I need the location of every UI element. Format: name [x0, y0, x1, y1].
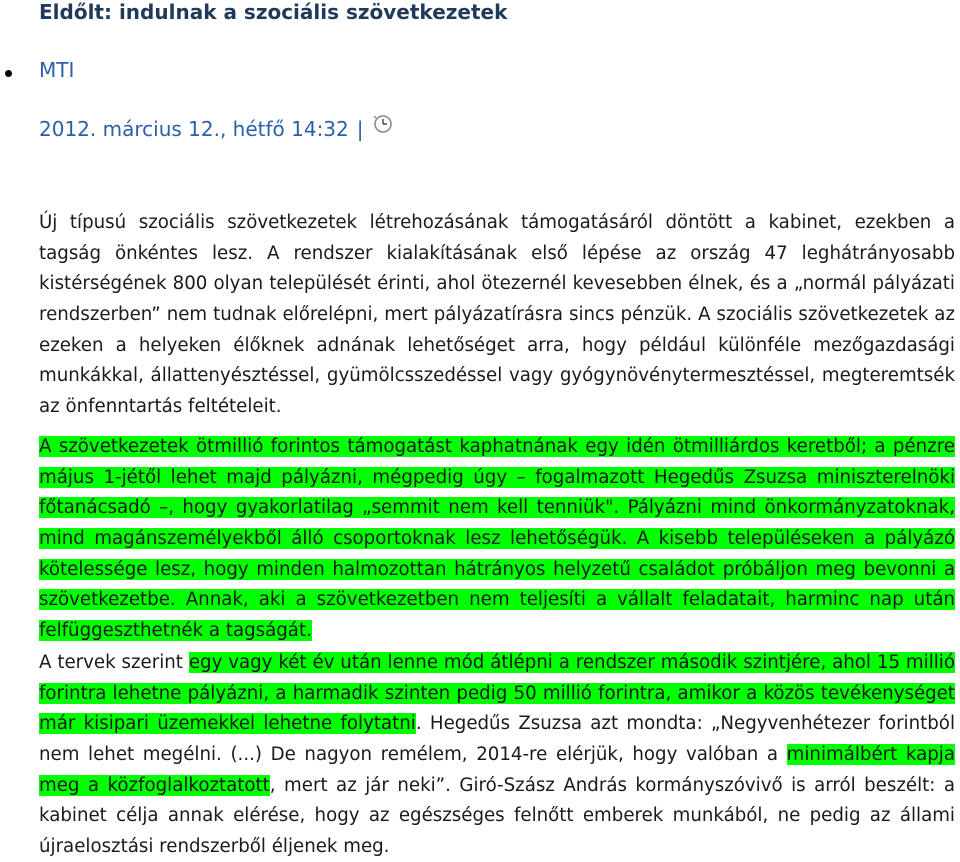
paragraph-3-text: . Hegedűs Zsuzsa azt mondta: „Negyvenhétezer forintból nem lehet megélni. (...) De nagyon remélem, 2014-re elérjük, hogy valóban a: [39, 713, 955, 765]
meta-separator: |: [356, 117, 364, 141]
paragraph-3-text: A tervek szerint: [39, 652, 189, 674]
publish-date: 2012. március 12., hétfő 14:32: [39, 117, 349, 141]
clock-icon: [372, 113, 394, 135]
highlighted-text: egy vagy két év után lenne mód átlépni a rendszer második szintjére, ahol 15 millió forintra lehetne pályázni, a harmadik szinten pedig 50 millió forintra, amikor a közös tevékenységet már kisipari üzemekkel lehetne folytatni: [39, 652, 955, 735]
list-bullet: [5, 70, 12, 77]
paragraph-3-text: , mert az jár neki”. Giró-Szász András kormányszóvivő is arról beszélt: a kabinet célja annak elérése, hogy az egészséges felnőtt emberek munkából, ne pedig az állami újraelosztási rendszerből éljenek meg.: [39, 774, 955, 857]
highlighted-text: A szövetkezetek ötmillió forintos támogatást kaphatnának egy idén ötmilliárdos keretből; a pénzre május 1-jétől lehet majd pályázni, mégpedig úgy – fogalmazott Hegedűs Zsuzsa miniszterelnöki főtanácsadó –, hogy gyakorlatilag „semmit nem kell tenniük". Pályázni mind önkormányzatoknak, mind magánszemélyekből álló csoportoknak lesz lehetőségük. A kisebb településeken a pályázó kötelessége lesz, hogy minden halmozottan hátrányos helyzetű családot próbáljon meg bevonni a szövetkezetbe. Annak, aki a szövetkezetben nem teljesíti a vállalt feladatait, harminc nap után felfüggeszthetnék a tagságát.: [39, 436, 955, 641]
source-link[interactable]: MTI: [39, 58, 75, 82]
article-title: Eldőlt: indulnak a szociális szövetkezetek: [39, 0, 508, 24]
paragraph-2: [39, 432, 955, 646]
article-meta: [39, 117, 394, 141]
highlighted-text: minimálbért kapja meg a közfoglalkoztatott: [39, 743, 955, 796]
paragraph-1: Új típusú szociális szövetkezetek létrehozásának támogatásáról döntött a kabinet, ezekben a tagság önkéntes lesz. A rendszer kialakításának első lépése az ország 47 leghátrányosabb kistérségének 800 olyan települését érinti, ahol ötezernél kevesebben élnek, és a „normál pályázati rendszerben” nem tudnak előrelépni, mert pályázatírásra sincs pénzük. A szociális szövetkezetek az ezeken a helyeken élőknek adnának lehetőséget arra, hogy például különféle mezőgazdasági munkákkal, állattenyésztéssel, gyümölcsszedéssel vagy gyógynövénytermesztéssel, megteremtsék az önfenntartás feltételeit.: [39, 212, 955, 417]
paragraph-3: [39, 648, 955, 862]
